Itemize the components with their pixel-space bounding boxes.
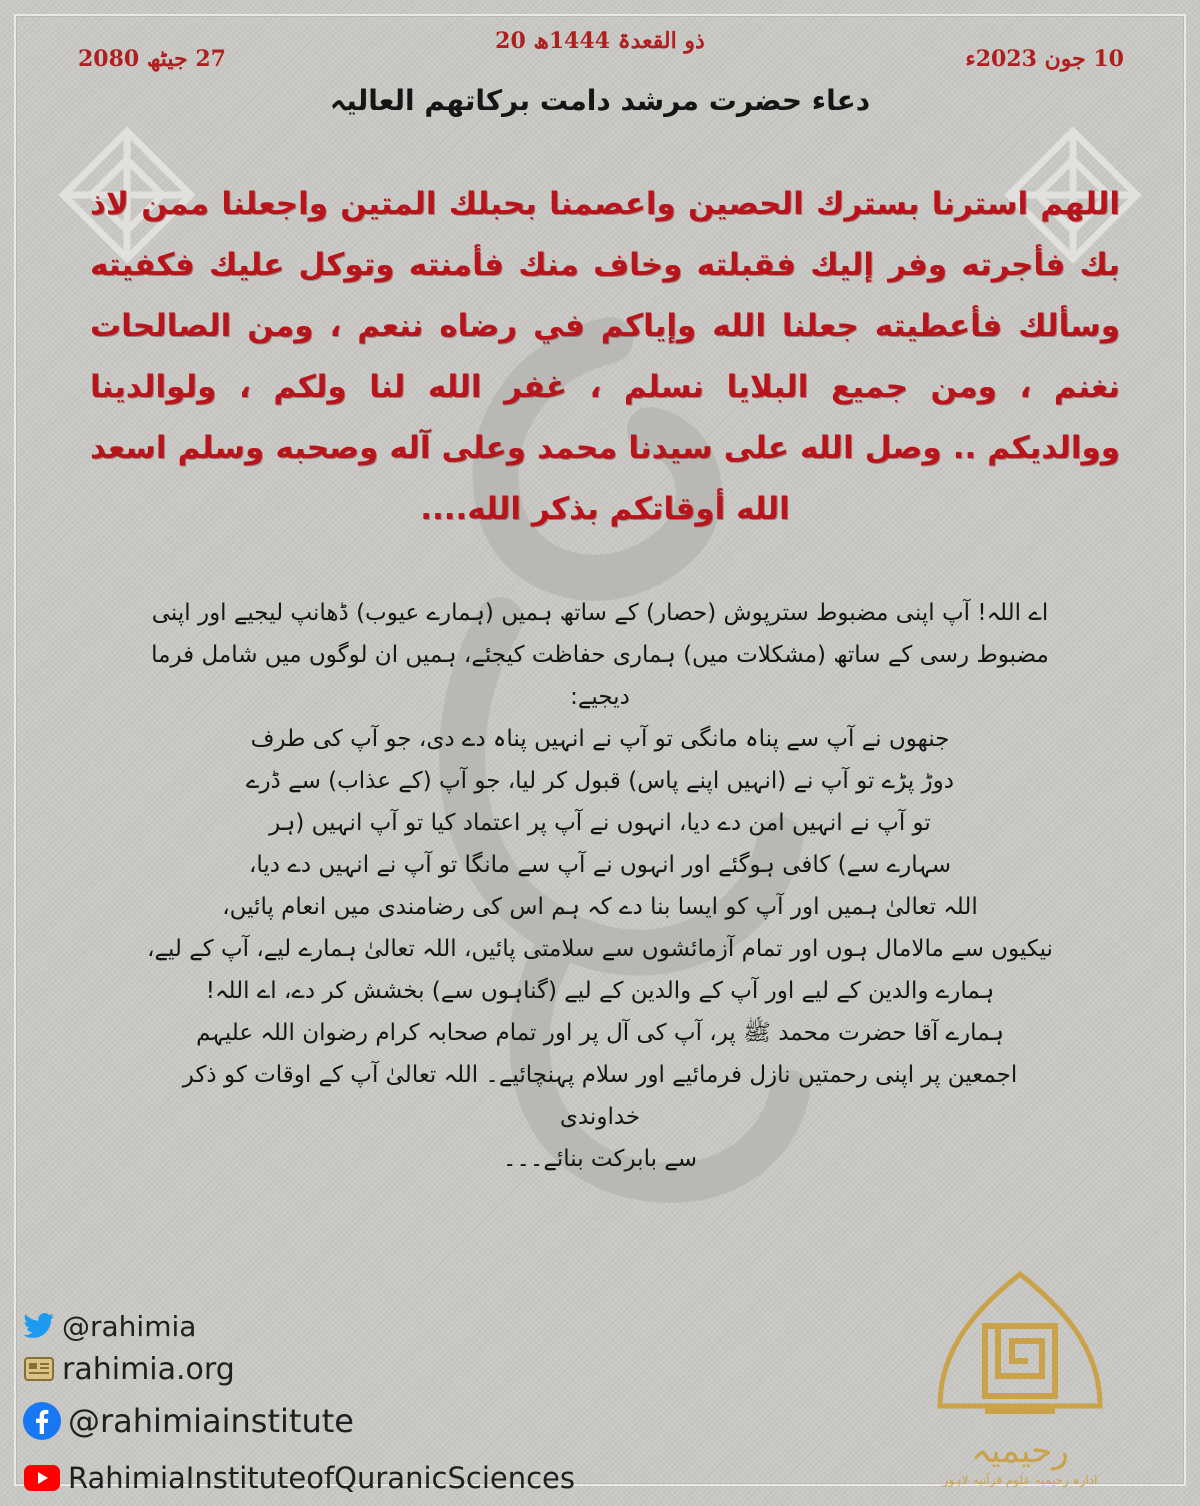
youtube-link[interactable] [22, 1450, 575, 1506]
translation-line: اے اللہ! آپ اپنی مضبوط سترپوش (حصار) کے ساتھ ہمیں (ہمارے عیوب) ڈھانپ لیجیے اور اپنی [151, 600, 1049, 626]
website-link[interactable] [22, 1346, 575, 1392]
translation-line: تو آپ نے انہیں امن دے دیا، انہوں نے آپ پر اعتماد کیا تو آپ انہیں (ہر [269, 810, 931, 836]
twitter-handle: @rahimia [62, 1309, 197, 1343]
translation-line: نیکیوں سے مالامال ہوں اور تمام آزمائشوں سے سلامتی پائیں، اللہ تعالیٰ ہمارے لیے، آپ کے لیے، [147, 936, 1053, 962]
translation-line: جنھوں نے آپ سے پناہ مانگی تو آپ نے انہیں پناہ دے دی، جو آپ کی طرف [250, 726, 950, 752]
translation-line: سہارے سے) کافی ہوگئے اور انہوں نے آپ سے مانگا تو آپ نے انہیں دے دیا، [248, 852, 952, 878]
youtube-channel: RahimiaInstituteofQuranicSciences [68, 1461, 575, 1495]
social-links [22, 1306, 575, 1506]
logo-emblem-icon [900, 1266, 1140, 1490]
twitter-link[interactable] [22, 1306, 575, 1346]
logo-name: رحیمیہ [971, 1431, 1069, 1471]
page-title: دعاء حضرت مرشد دامت برکاتھم العالیہ [329, 84, 871, 117]
facebook-icon [22, 1401, 62, 1441]
date-bikrami: 27 جیٹھ 2080 [78, 46, 226, 72]
rahimia-logo [900, 1266, 1140, 1490]
urdu-translation [140, 592, 1060, 1180]
translation-line: مضبوط رسی کے ساتھ (مشکلات میں) ہماری حفاظت کیجئے، ہمیں ان لوگوں میں شامل فرما دیجیے: [151, 642, 1049, 710]
date-gregorian: 10 جون 2023ء [965, 46, 1124, 72]
translation-line: اجمعین پر اپنی رحمتیں نازل فرمائیے اور سلام پہنچائیے۔ اللہ تعالیٰ آپ کے اوقات کو ذکر خداوندی [182, 1062, 1018, 1130]
logo-subtitle: ادارہ رحیمیہ علوم قرآنیہ لاہور [942, 1473, 1098, 1487]
youtube-icon [22, 1461, 62, 1495]
translation-line: دوڑ پڑے تو آپ نے (انہیں اپنے پاس) قبول کر لیا، جو آپ (کے عذاب) سے ڈرے [245, 768, 955, 794]
dua-arabic-text: اللهم استرنا بسترك الحصين واعصمنا بحبلك المتين واجعلنا ممن لاذ بك فأجرته وفر إليك فقبلته وخاف منك فأمنته وتوكل عليك فكفيته وسألك فأعطيته جعلنا الله وإياكم في رضاه ننعم ، ومن الصالحات نغنم ، ومن جميع البلايا نسلم ، غفر الله لنا ولكم ، ولوالدينا ووالديكم .. وصل الله على سيدنا محمد وعلى آله وصحبه وسلم اسعد الله أوقاتكم بذكر الله.... [90, 186, 1120, 527]
translation-line: سے بابرکت بنائے۔۔۔ [502, 1146, 698, 1172]
translation-line: اللہ تعالیٰ ہمیں اور آپ کو ایسا بنا دے کہ ہم اس کی رضامندی میں انعام پائیں، [222, 894, 978, 920]
translation-line: ہمارے والدین کے لیے اور آپ کے والدین کے لیے (گناہوں سے) بخشش کر دے، اے اللہ! [205, 978, 995, 1004]
translation-line: ہمارے آقا حضرت محمد ﷺ پر، آپ کی آل پر اور تمام صحابہ کرام رضوان اللہ علیہم [196, 1020, 1004, 1046]
website-url: rahimia.org [62, 1351, 235, 1387]
facebook-link[interactable] [22, 1392, 575, 1450]
globe-icon [22, 1352, 56, 1386]
facebook-handle: @rahimiainstitute [68, 1402, 354, 1440]
twitter-icon [22, 1309, 56, 1343]
date-hijri: 20 ذو القعدۃ 1444ھ [495, 28, 705, 54]
